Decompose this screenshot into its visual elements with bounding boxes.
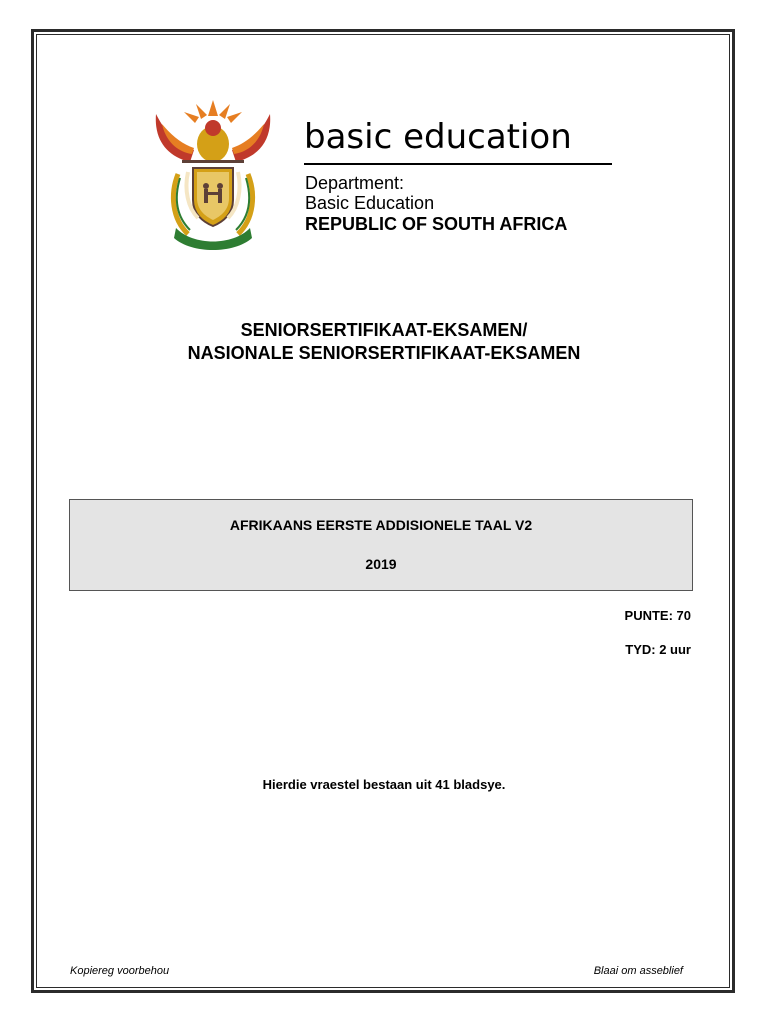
turn-page-footer: Blaai om asseblief [593,965,683,977]
page-count-note: Hierdie vraestel bestaan uit 41 bladsye. [262,777,506,792]
exam-title-line2: NASIONALE SENIORSERTIFIKAAT-EKSAMEN [187,343,581,363]
subject-name: AFRIKAANS EERSTE ADDISIONELE TAAL V2 [229,517,533,533]
department-name: Basic Education [305,193,435,213]
coat-of-arms-icon [148,94,278,254]
country-name: REPUBLIC OF SOUTH AFRICA [305,214,568,234]
department-label: Department: [305,173,405,193]
total-marks: PUNTE: 70 [624,608,691,623]
copyright-footer: Kopiereg voorbehou [70,965,170,977]
exam-time: TYD: 2 uur [625,642,691,657]
wordmark: basic education [304,117,572,157]
wordmark-divider [304,163,612,165]
department-logo [140,90,620,255]
subject-year: 2019 [365,556,397,572]
exam-title-line1: SENIORSERTIFIKAAT-EKSAMEN/ [240,320,528,340]
subject-box [69,499,693,591]
